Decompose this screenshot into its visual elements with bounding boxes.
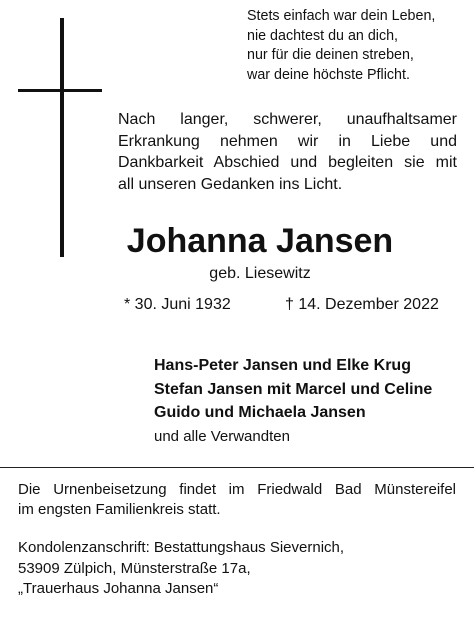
address-line: Kondolenzanschrift: Bestattungshaus Sievernich, [18, 539, 345, 556]
mourner-line: Hans-Peter Jansen und Elke Krug [154, 357, 411, 374]
mourner-line: Stefan Jansen mit Marcel und Celine [154, 380, 433, 398]
intro-line: Dankbarkeit Abschied und begleiten sie mit [118, 154, 457, 171]
divider [0, 467, 474, 468]
intro-line: all unseren Gedanken ins Licht. [118, 175, 343, 193]
cross-icon-horizontal [18, 89, 102, 92]
deceased-name: Johanna Jansen [126, 222, 394, 260]
poem-line: Stets einfach war dein Leben, [247, 8, 436, 24]
birth-date: * 30. Juni 1932 [124, 296, 231, 313]
intro-text [118, 109, 457, 195]
burial-info [18, 480, 456, 520]
poem [247, 7, 435, 85]
mourner-line: Guido und Michaela Jansen [154, 404, 366, 421]
address-line: 53909 Zülpich, Münsterstraße 17a, [18, 559, 251, 577]
address-line: „Trauerhaus Johanna Jansen“ [18, 580, 219, 597]
burial-line: im engsten Familienkreis statt. [18, 501, 221, 518]
condolence-address [18, 538, 344, 600]
death-date: † 14. Dezember 2022 [285, 296, 439, 313]
mourners-list [154, 354, 432, 448]
poem-line: nur für die deinen streben, [247, 47, 414, 63]
maiden-name: geb. Liesewitz [209, 265, 311, 282]
relatives-line: und alle Verwandten [154, 427, 290, 445]
poem-line: nie dachtest du an dich, [247, 27, 399, 44]
intro-line: Nach langer, schwerer, unaufhaltsamer [118, 111, 457, 128]
intro-line: Erkrankung nehmen wir in Liebe und [118, 132, 457, 150]
poem-line: war deine höchste Pflicht. [247, 66, 410, 83]
burial-line: Die Urnenbeisetzung findet im Friedwald Bad Münstereifel [18, 481, 456, 498]
